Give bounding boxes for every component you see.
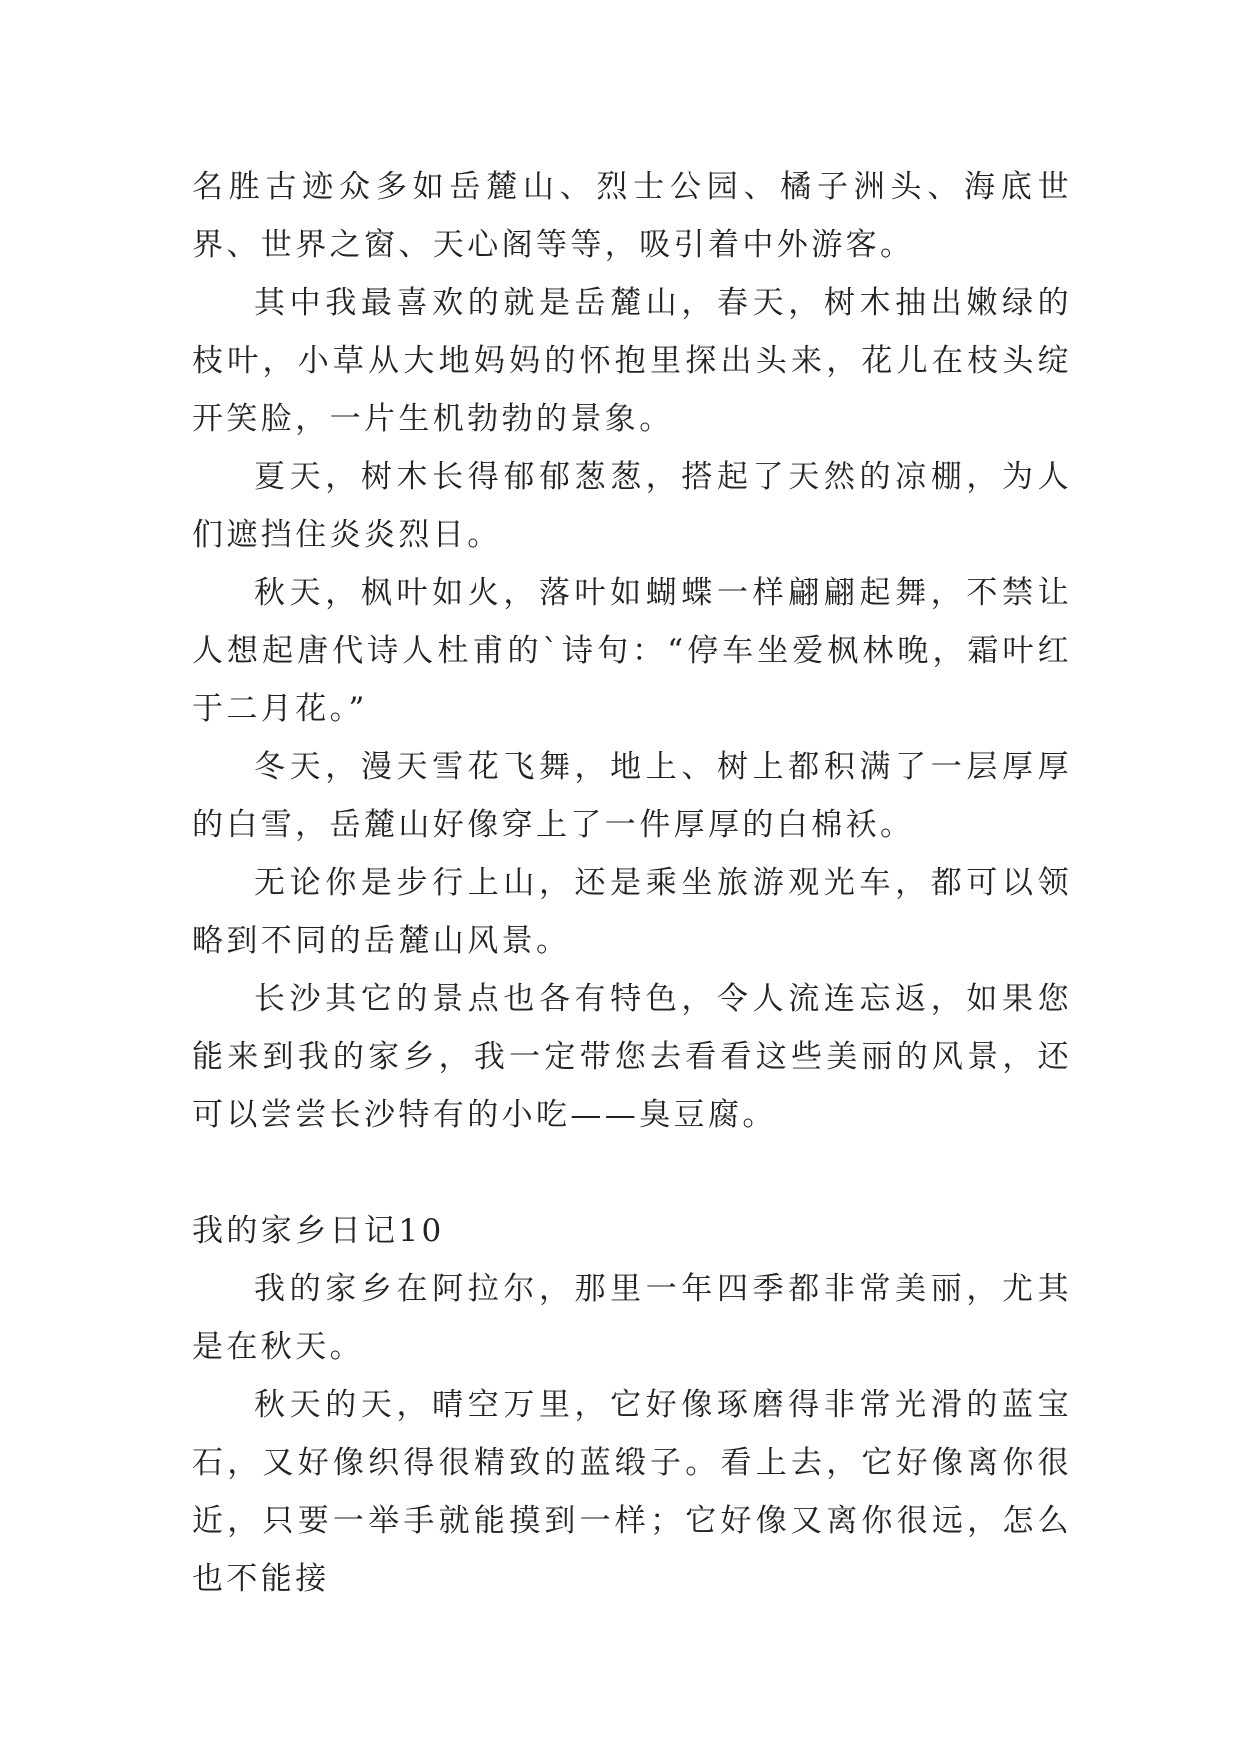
section-heading: 我的家乡日记10 [192, 1213, 445, 1249]
paragraph-continuation: 名胜古迹众多如岳麓山、烈士公园、橘子洲头、海底世界、世界之窗、天心阁等等，吸引着中外游客。 [192, 169, 1072, 263]
paragraph-scenery: 无论你是步行上山，还是乘坐旅游观光车，都可以领略到不同的岳麓山风景。 [192, 865, 1072, 959]
paragraph-intro-alaer: 我的家乡在阿拉尔，那里一年四季都非常美丽，尤其是在秋天。 [192, 1271, 1072, 1365]
paragraph-summer: 夏天，树木长得郁郁葱葱，搭起了天然的凉棚，为人们遮挡住炎炎烈日。 [192, 459, 1072, 553]
paragraph-autumn: 秋天，枫叶如火，落叶如蝴蝶一样翩翩起舞，不禁让人想起唐代诗人杜甫的`诗句：“停车坐爱枫林晚，霜叶红于二月花。” [192, 575, 1072, 727]
paragraph-closing: 长沙其它的景点也各有特色，令人流连忘返，如果您能来到我的家乡，我一定带您去看看这些美丽的风景，还可以尝尝长沙特有的小吃——臭豆腐。 [192, 981, 1072, 1133]
paragraph-spring: 其中我最喜欢的就是岳麓山，春天，树木抽出嫩绿的枝叶，小草从大地妈妈的怀抱里探出头来，花儿在枝头绽开笑脸，一片生机勃勃的景象。 [192, 285, 1072, 437]
paragraph-autumn-sky: 秋天的天，晴空万里，它好像琢磨得非常光滑的蓝宝石，又好像织得很精致的蓝缎子。看上去，它好像离你很近，只要一举手就能摸到一样；它好像又离你很远，怎么也不能接 [192, 1387, 1072, 1597]
document-body [192, 158, 1072, 1608]
paragraph-winter: 冬天，漫天雪花飞舞，地上、树上都积满了一层厚厚的白雪，岳麓山好像穿上了一件厚厚的白棉袄。 [192, 749, 1072, 843]
